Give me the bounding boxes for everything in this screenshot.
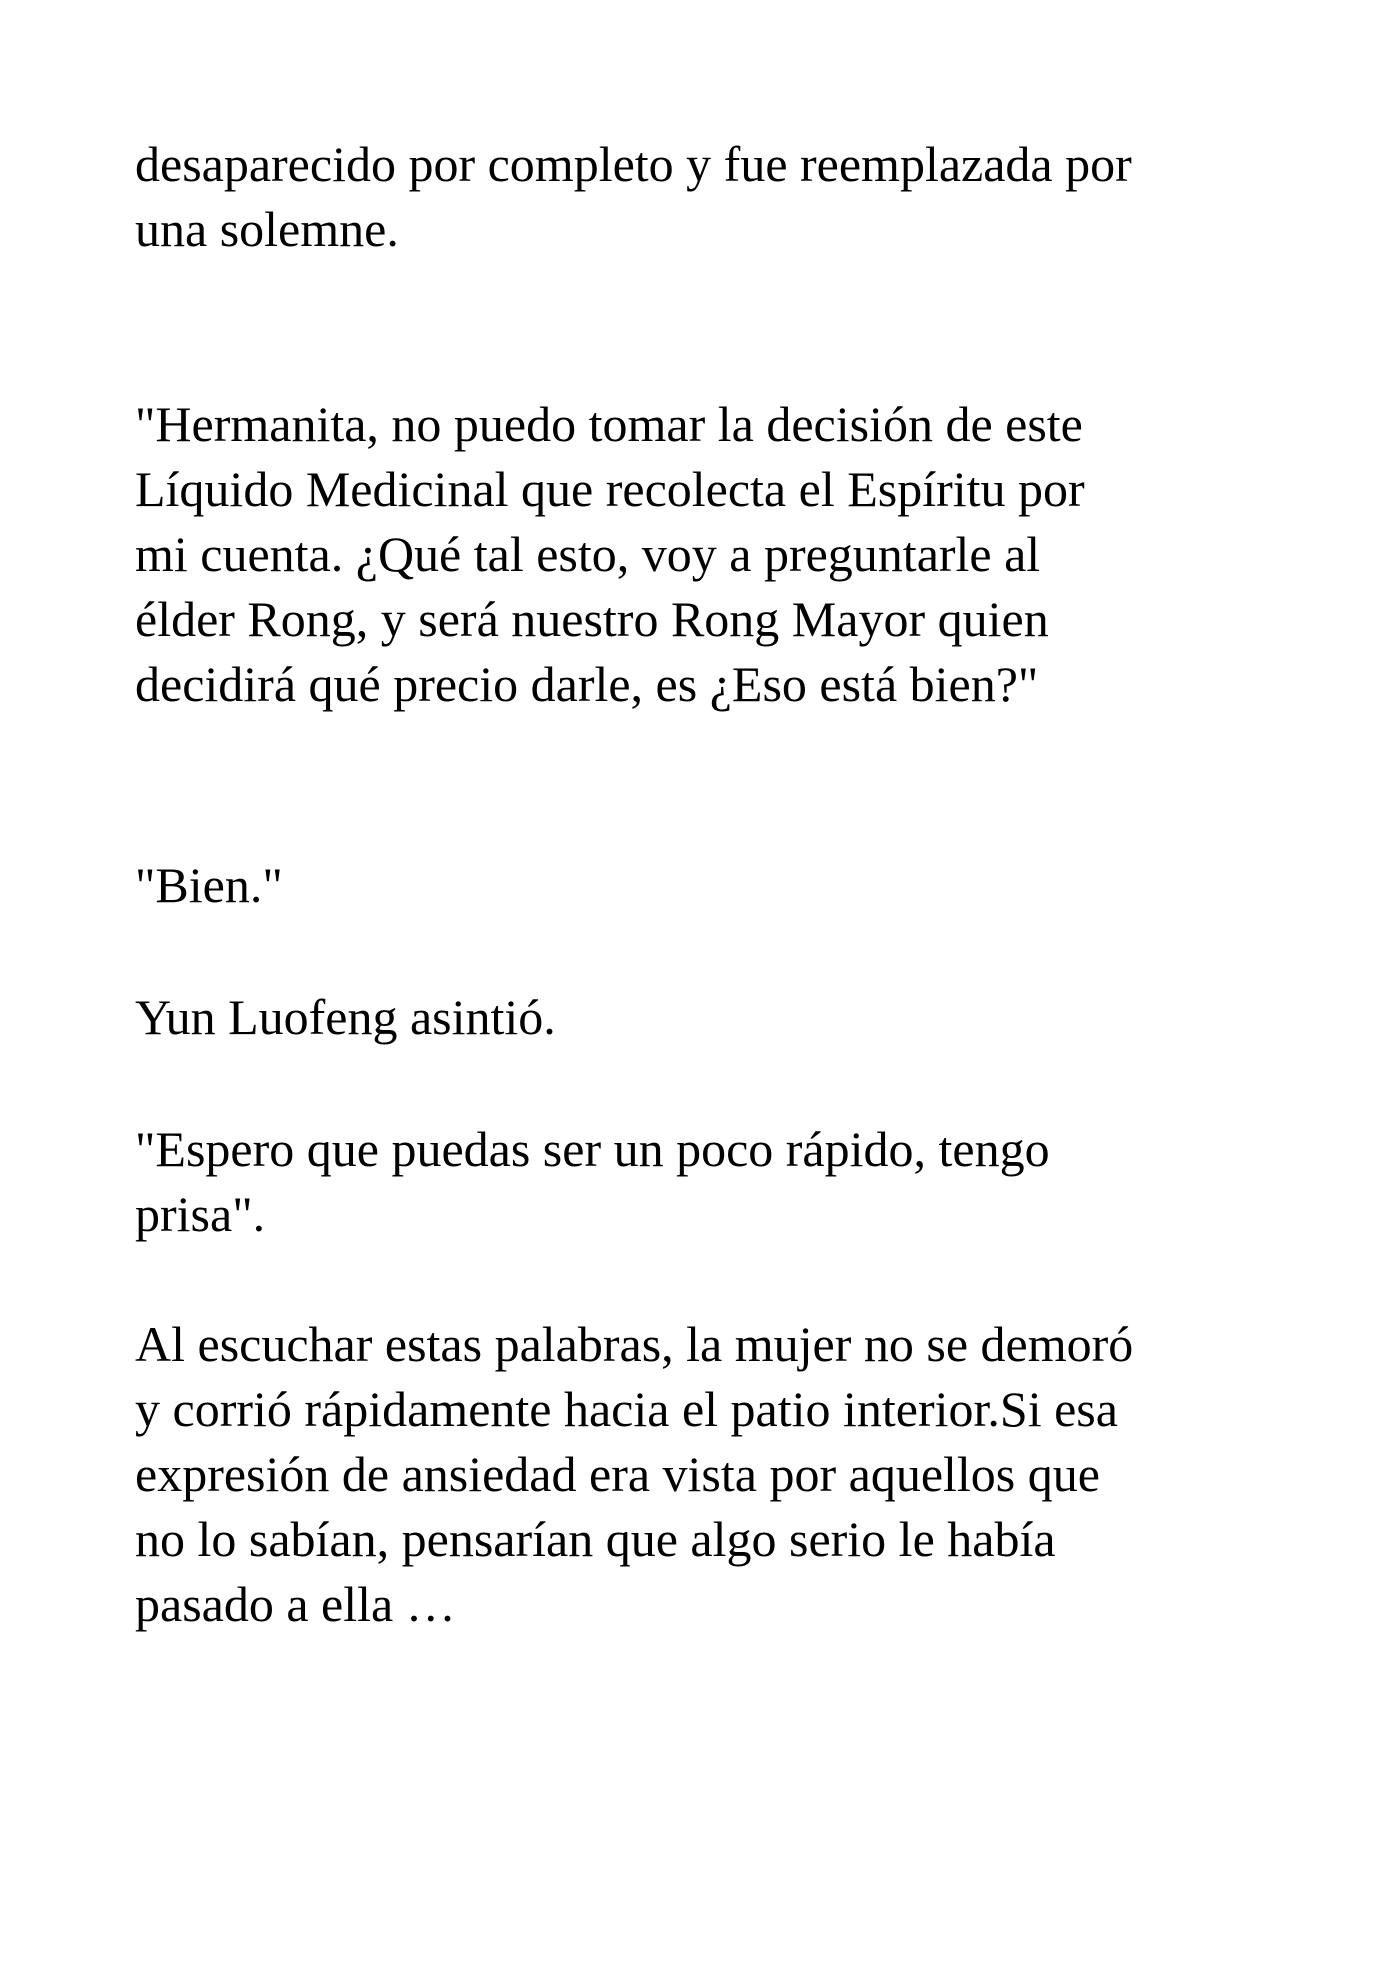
paragraph-4: Yun Luofeng asintió. (135, 989, 556, 1045)
paragraph-3: "Bien." (135, 857, 283, 913)
paragraph-2: "Hermanita, no puedo tomar la decisión de este Líquido Medicinal que recolecta el Espíritu por mi cuenta. ¿Qué tal esto, voy a preguntarle al élder Rong, y será nuestro Rong Mayor quien decidirá qué precio darle, es ¿Eso está bien?" (135, 396, 1085, 712)
paragraph-5: "Espero que puedas ser un poco rápido, tengo prisa". (135, 1121, 1050, 1242)
paragraph-6: Al escuchar estas palabras, la mujer no se demoró y corrió rápidamente hacia el patio interior.Si esa expresión de ansiedad era vista por aquellos que no lo sabían, pensarían que algo serio le había pasado a ella … (135, 1316, 1134, 1632)
paragraph-1: desaparecido por completo y fue reemplazada por una solemne. (135, 136, 1132, 257)
